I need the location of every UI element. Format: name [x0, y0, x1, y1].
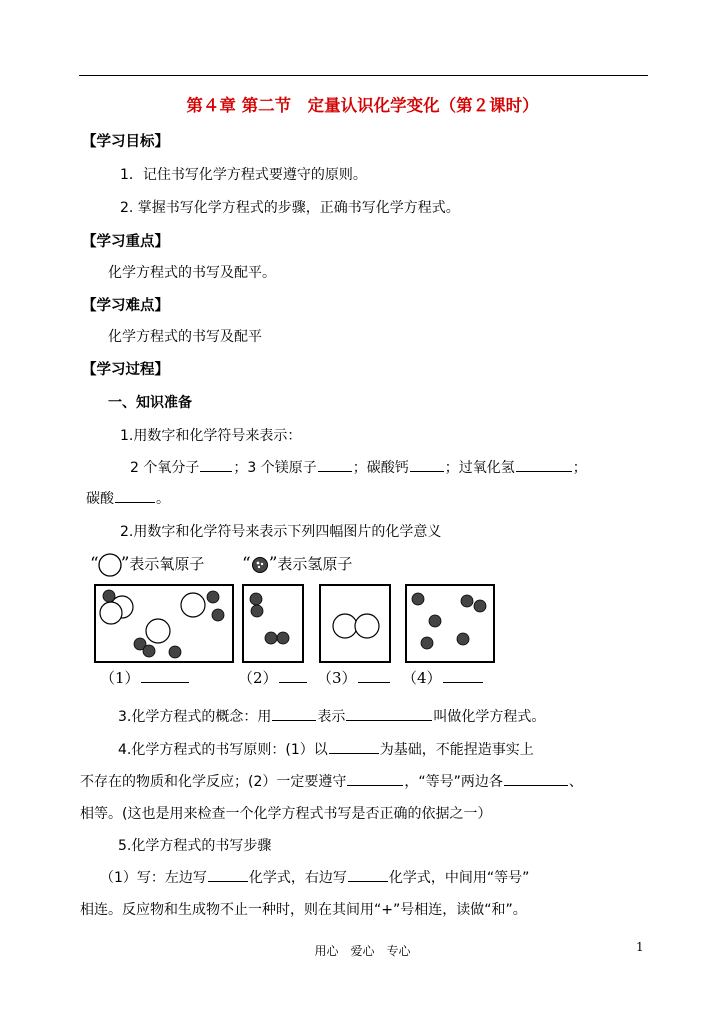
- figure-3-drawing: [321, 586, 389, 661]
- figure-label-2: （2）: [238, 667, 308, 688]
- difficulty-text: 化学方程式的书写及配平: [108, 329, 262, 345]
- question-2: 2.用数字和化学符号来表示下列四幅图片的化学意义: [120, 524, 442, 540]
- question-1-line1: [130, 457, 587, 477]
- objective-1: 1．记住书写化学方程式要遵守的原则。: [120, 167, 367, 183]
- page-footer: 用心 爱心 专心: [314, 944, 411, 958]
- blank-field[interactable]: [347, 771, 403, 786]
- section-key-points: 【学习重点】: [82, 234, 169, 250]
- blank-field[interactable]: [358, 668, 390, 683]
- q1-text-5: ；: [572, 460, 587, 476]
- figure-label-3: （3）: [317, 667, 391, 688]
- knowledge-heading: 一、知识准备: [108, 395, 192, 411]
- blank-field[interactable]: [329, 739, 379, 754]
- oxygen-atom-icon: [97, 553, 123, 577]
- figure-label-1: （1）: [100, 667, 190, 688]
- key-point-text: 化学方程式的书写及配平。: [108, 265, 276, 281]
- blank-field[interactable]: [410, 457, 444, 472]
- hydrogen-atom-icon: [251, 556, 269, 574]
- section-process: 【学习过程】: [82, 362, 169, 378]
- objective-2: 2. 掌握书写化学方程式的步骤，正确书写化学方程式。: [120, 200, 460, 216]
- page-number: 1: [636, 940, 644, 954]
- q1-text-7: 。: [156, 491, 170, 507]
- page-title: 第４章 第二节 定量认识化学变化（第２课时）: [186, 96, 539, 115]
- blank-field[interactable]: [348, 867, 388, 882]
- blank-field[interactable]: [141, 668, 189, 683]
- q1-text-1: 2 个氧分子: [130, 460, 200, 476]
- question-4-line1: 4.化学方程式的书写原则：(1）以 为基础，不能捏造事实上: [118, 739, 534, 759]
- section-objectives: 【学习目标】: [82, 134, 169, 150]
- figure-4-drawing: [407, 586, 493, 661]
- figure-1-drawing: [96, 586, 232, 661]
- header-rule: [79, 75, 648, 76]
- blank-field[interactable]: [115, 488, 155, 503]
- question-1: 1.用数字和化学符号来表示：: [120, 428, 302, 444]
- figure-box-4: [405, 584, 495, 663]
- blank-field[interactable]: [443, 668, 483, 683]
- question-1-line2: [86, 488, 170, 508]
- q1-text-4: ；过氧化氢: [444, 460, 515, 476]
- legend-oxygen: “ ”表示氧原子: [90, 553, 204, 577]
- question-5: 5.化学方程式的书写步骤: [118, 838, 272, 854]
- q1-text-3: ；碳酸钙: [352, 460, 409, 476]
- blank-field[interactable]: [200, 457, 232, 472]
- figure-box-2: [242, 584, 304, 663]
- blank-field[interactable]: [516, 457, 572, 472]
- question-5-line1: （1）写：左边写 化学式，右边写 化学式，中间用“等号”: [100, 867, 529, 887]
- legend-hydrogen: “ ”表示氢原子: [242, 554, 353, 574]
- question-5-line2: 相连。反应物和生成物不止一种时，则在其间用“+”号相连，读做“和”。: [80, 902, 527, 918]
- blank-field[interactable]: [208, 867, 248, 882]
- blank-field[interactable]: [346, 706, 432, 721]
- figure-label-4: （4）: [402, 667, 484, 688]
- blank-field[interactable]: [272, 706, 316, 721]
- question-4-line3: 相等。(这也是用来检查一个化学方程式书写是否正确的依据之一）: [80, 806, 492, 822]
- q1-text-6: 碳酸: [86, 491, 114, 507]
- blank-field[interactable]: [279, 668, 307, 683]
- section-difficulties: 【学习难点】: [82, 298, 169, 314]
- figure-2-drawing: [244, 586, 302, 661]
- question-3: 3.化学方程式的概念：用 表示 叫做化学方程式。: [118, 706, 545, 726]
- question-4-line2: 不存在的物质和化学反应；(2）一定要遵守 ，“等号”两边各 、: [80, 771, 583, 791]
- q1-text-2: ；3 个镁原子: [233, 460, 317, 476]
- figure-box-3: [319, 584, 391, 663]
- blank-field[interactable]: [504, 771, 568, 786]
- blank-field[interactable]: [318, 457, 352, 472]
- figure-box-1: [94, 584, 234, 663]
